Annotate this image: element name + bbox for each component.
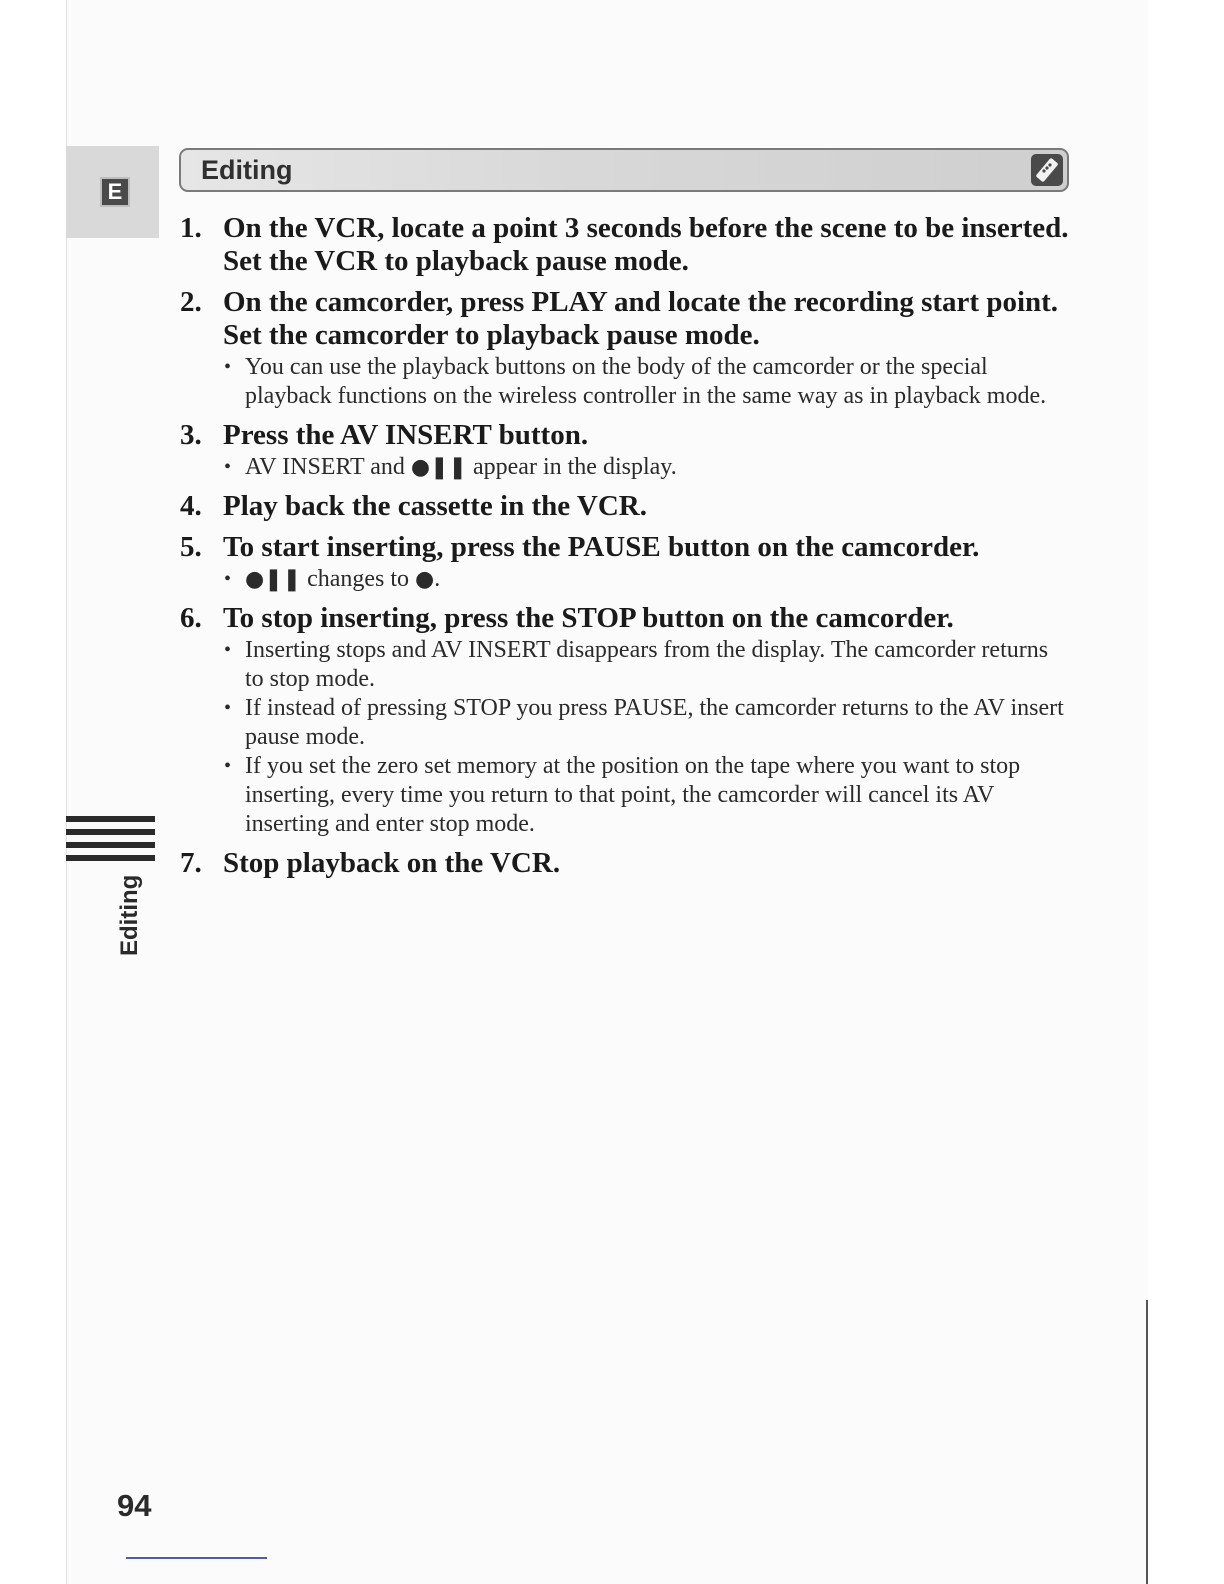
step-text: Stop playback on the VCR. (223, 847, 561, 879)
step-number: 3. (180, 419, 202, 451)
note-item (223, 453, 1070, 482)
step-number: 5. (180, 531, 202, 563)
record-pause-icon: ●❚❚ (245, 567, 302, 592)
step-number: 4. (180, 490, 202, 522)
record-icon: ● (415, 567, 435, 592)
step-notes (223, 636, 1070, 839)
step-3 (180, 419, 1070, 482)
section-header (179, 148, 1069, 192)
chapter-thumb-lines (66, 816, 155, 870)
note-item (223, 565, 1070, 594)
footer-rule (126, 1557, 267, 1559)
step-notes (223, 453, 1070, 482)
note-text: appear in the display. (473, 454, 677, 480)
chapter-side-label: Editing (116, 874, 143, 956)
record-pause-icon: ●❚❚ (410, 455, 467, 480)
step-number: 6. (180, 602, 202, 634)
page-right-edge (1146, 1300, 1148, 1584)
step-text: To stop inserting, press the STOP button on the camcorder. (223, 602, 954, 634)
step-1 (180, 212, 1070, 278)
note-item: • You can use the playback buttons on the body of the camcorder or the special playback functions on the wireless controller in the same way as in playback mode. (223, 353, 1070, 411)
step-number: 2. (180, 286, 202, 318)
note-text: AV INSERT and (245, 454, 405, 480)
note-item: • If you set the zero set memory at the position on the tape where you want to stop inserting, every time you return to that point, the camcorder will cancel its AV inserting and enter stop mode. (223, 752, 1070, 839)
step-4 (180, 490, 1070, 523)
step-text: Play back the cassette in the VCR. (223, 490, 647, 522)
step-7 (180, 847, 1070, 880)
step-text: On the camcorder, press PLAY and locate the recording start point. Set the camcorder to playback pause mode. (223, 286, 1059, 351)
step-2 (180, 286, 1070, 411)
section-title: Editing (201, 155, 293, 185)
step-notes (223, 565, 1070, 594)
step-text: Press the AV INSERT button. (223, 419, 589, 451)
note-text: . (434, 566, 441, 592)
step-number: 7. (180, 847, 202, 879)
instruction-list (180, 212, 1070, 888)
note-item: • If instead of pressing STOP you press PAUSE, the camcorder returns to the AV insert pause mode. (223, 694, 1070, 752)
language-letter: E (100, 177, 130, 207)
remote-control-icon (1031, 154, 1063, 186)
step-notes (223, 353, 1070, 411)
note-item: • Inserting stops and AV INSERT disappears from the display. The camcorder returns to stop mode. (223, 636, 1070, 694)
note-text: changes to (307, 566, 410, 592)
step-text: To start inserting, press the PAUSE button on the camcorder. (223, 531, 980, 563)
page-number: 94 (117, 1488, 152, 1523)
step-5 (180, 531, 1070, 594)
step-number: 1. (180, 212, 202, 244)
step-6 (180, 602, 1070, 839)
step-text: On the VCR, locate a point 3 seconds before the scene to be inserted. Set the VCR to playback pause mode. (223, 212, 1069, 277)
